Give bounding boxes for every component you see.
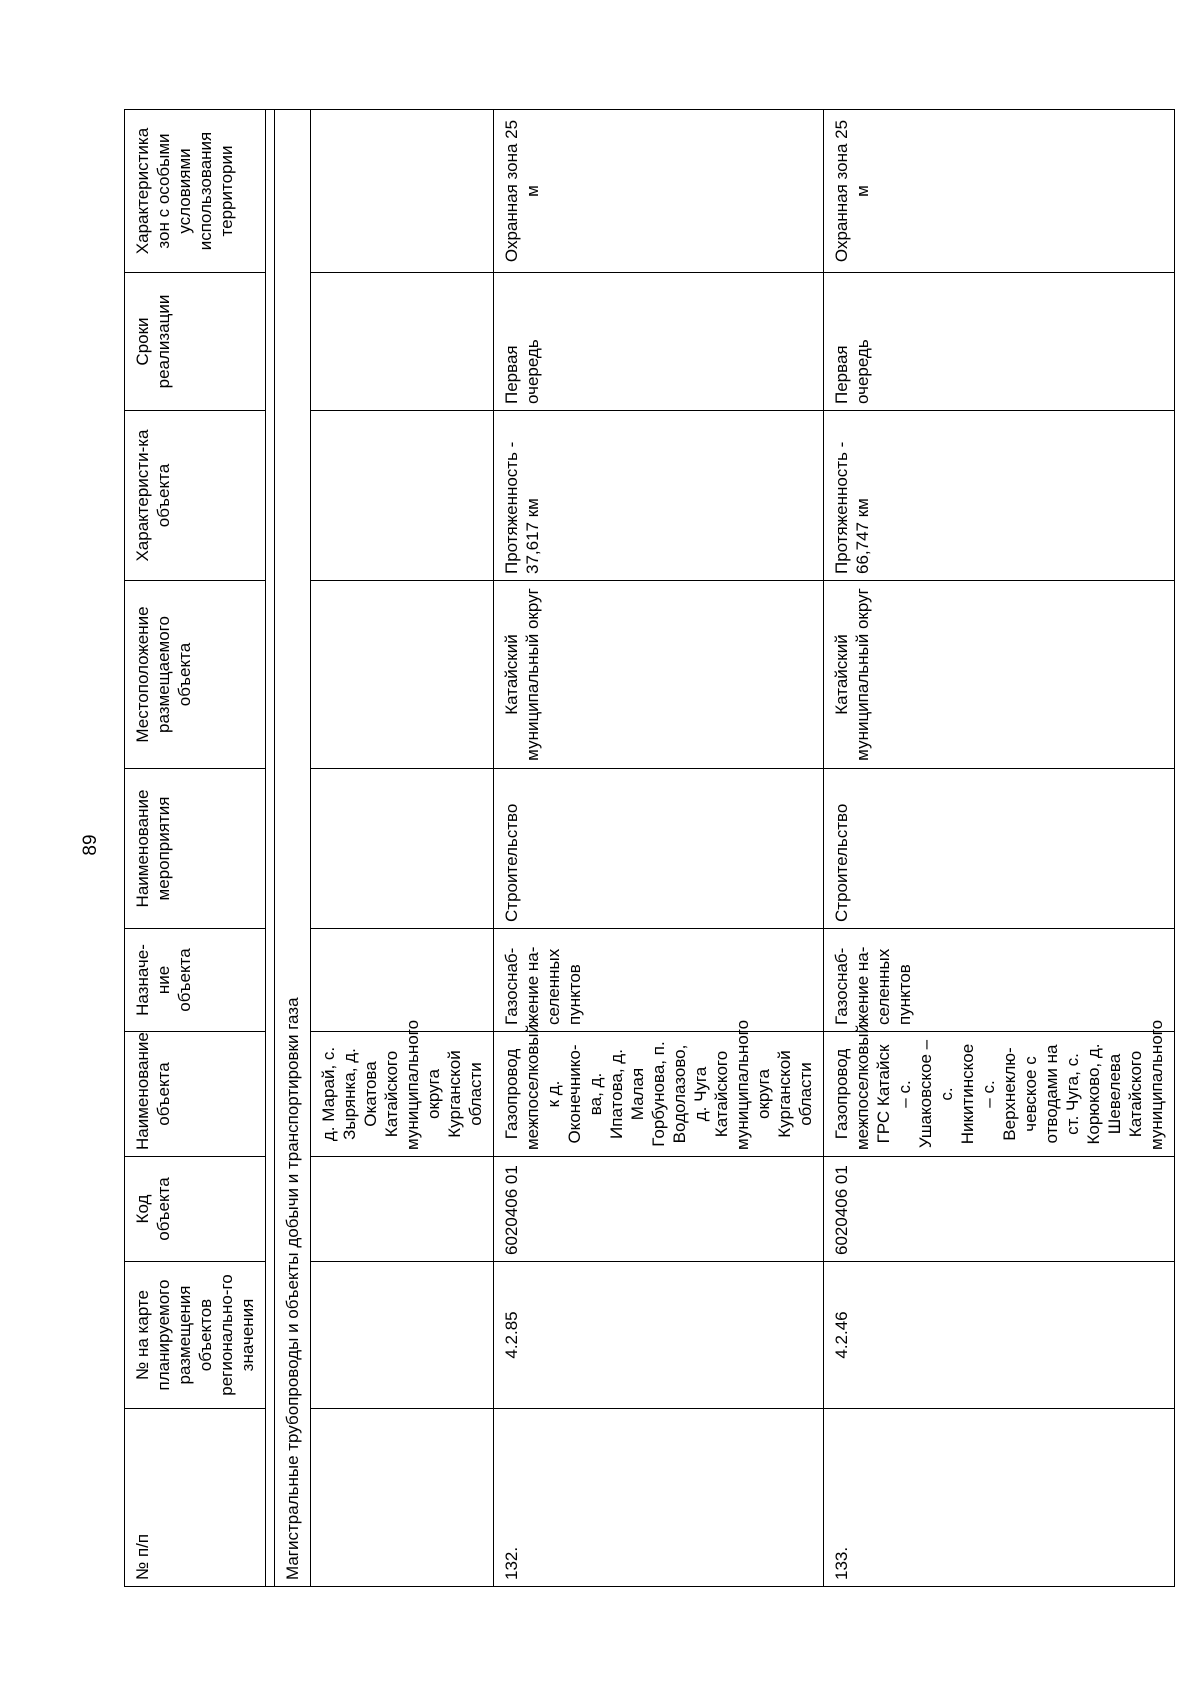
table-cell: [311, 769, 494, 929]
table-cell: 133.: [824, 1409, 1175, 1587]
table-row: [824, 110, 1175, 1587]
table-cell: Газоснаб-жение на-селенных пунктов: [824, 929, 1175, 1032]
table-cell: [311, 929, 494, 1032]
table-row: [494, 110, 824, 1587]
header-cell: Характеристика зон с особыми условиями использования территории: [125, 110, 266, 273]
table-cell: Газопровод межпоселковый ГРС Катайск – с. Ушаковское – с. Никитинское – с. Верхнеклю-чевское с отводами на ст. Чуга, с. Корюково, д. Шевелева Катайского муниципального: [824, 1032, 1175, 1157]
header-cell: Наименование объекта: [125, 1032, 266, 1157]
table-cell: 6020406 01: [824, 1157, 1175, 1262]
header-cell: Местоположение размещаемого объекта: [125, 581, 266, 769]
table-cell: [311, 1409, 494, 1587]
table-cell: Протяженность - 66,747 км: [824, 411, 1175, 581]
section-title: Магистральные трубопроводы и объекты добычи и транспортировки газа: [275, 110, 311, 1587]
table-cell: [311, 110, 494, 273]
header-cell: Наименование мероприятия: [125, 769, 266, 929]
table-cell: Первая очередь: [494, 273, 824, 411]
gap-cell: [266, 110, 275, 1587]
table-cell: Катайский муниципальный округ: [824, 581, 1175, 769]
header-row: [125, 110, 266, 1587]
header-cell: № на карте планируемого размещения объектов регионально-го значения: [125, 1262, 266, 1409]
table-cell: Строительство: [824, 769, 1175, 929]
table-cell: Охранная зона 25 м: [824, 110, 1175, 273]
table-cell: 132.: [494, 1409, 824, 1587]
table-cell: Катайский муниципальный округ: [494, 581, 824, 769]
table-cell: Протяженность - 37,617 км: [494, 411, 824, 581]
header-cell: Характеристи-ка объекта: [125, 411, 266, 581]
table-cell: 4.2.85: [494, 1262, 824, 1409]
header-cell: Назначе-ние объекта: [125, 929, 266, 1032]
table-cell: [311, 1262, 494, 1409]
table-cell: д. Марай, с. Зырянка, д. Окатова Катайского муниципального округа Курганской области: [311, 1032, 494, 1157]
table-cell: Газоснаб-жение на-селенных пунктов: [494, 929, 824, 1032]
objects-table: [124, 109, 1175, 1587]
header-cell: № п/п: [125, 1409, 266, 1587]
rotated-table-container: [124, 110, 1166, 1587]
table-cell: Строительство: [494, 769, 824, 929]
header-cell: Код объекта: [125, 1157, 266, 1262]
table-cell: Газопровод межпоселковый к д. Оконечнико-ва, д. Ипатова, д. Малая Горбунова, п. Водолазово, д. Чуга Катайского муниципального округа Курганской области: [494, 1032, 824, 1157]
table-cell: Охранная зона 25 м: [494, 110, 824, 273]
continuation-row: [311, 110, 494, 1587]
table-cell: Первая очередь: [824, 273, 1175, 411]
gap-row: [266, 110, 275, 1587]
table-cell: [311, 273, 494, 411]
table-cell: [311, 411, 494, 581]
page-number: 89: [80, 834, 101, 856]
table-cell: 4.2.46: [824, 1262, 1175, 1409]
header-cell: Сроки реализации: [125, 273, 266, 411]
table-cell: 6020406 01: [494, 1157, 824, 1262]
table-cell: [311, 581, 494, 769]
section-row: [275, 110, 311, 1587]
table-cell: [311, 1157, 494, 1262]
